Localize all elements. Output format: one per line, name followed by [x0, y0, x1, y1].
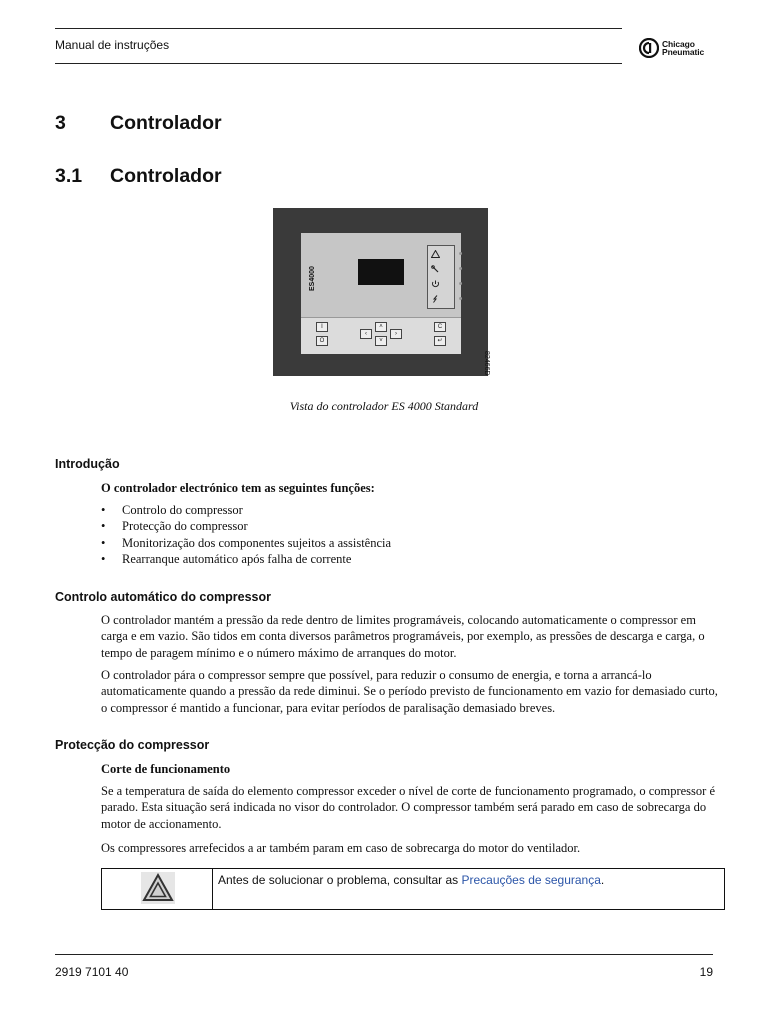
subsection-heading [0, 165, 768, 191]
list-item: • Monitorização dos componentes sujeitos a assistência [101, 535, 391, 551]
figure-code: 82466D [483, 351, 490, 376]
warning-message: Antes de solucionar o problema, consultar as [218, 873, 459, 887]
enter-key: ↵ [434, 336, 446, 346]
subsection-number: 3.1 [55, 165, 83, 187]
stop-key: O [316, 336, 328, 346]
logo-line-2: Pneumatic [662, 47, 705, 57]
protection-paragraph-1: Se a temperatura de saída do elemento compressor exceder o nível de corte de funcionamento programado, o compressor é parado. Esta situação será indicada no visor do controlador. O compressor também será parado em caso de sobrecarga do motor de accionamento. [101, 784, 715, 831]
page-number: 19 [699, 965, 713, 979]
power-led [428, 276, 454, 291]
header-bottom-rule [55, 63, 622, 64]
cancel-key: C [434, 322, 446, 332]
power-icon [431, 280, 440, 288]
warning-suffix: . [600, 873, 605, 887]
intro-heading: Introdução [55, 457, 120, 471]
controller-figure [273, 208, 488, 376]
service-led [428, 261, 454, 276]
auto-control-heading: Controlo automático do compressor [55, 590, 271, 604]
subsection-title: Controlador [110, 165, 222, 187]
voltage-led [428, 291, 454, 306]
figure-caption: Vista do controlador ES 4000 Standard [289, 399, 479, 413]
functions-list [101, 502, 391, 567]
intro-lead: O controlador electrónico tem as seguintes funções: [101, 481, 375, 495]
safety-precautions-link[interactable]: Precauções de segurança [461, 873, 601, 887]
header-top-rule [55, 28, 622, 29]
controller-brand: ES4000 [309, 266, 316, 291]
section-number: 3 [55, 112, 66, 134]
arrow-down-key: ˅ [375, 336, 387, 346]
section-heading [0, 112, 768, 138]
status-led-column [427, 245, 455, 309]
wrench-icon [431, 265, 440, 273]
auto-control-paragraph-2: O controlador pára o compressor sempre que possível, para reduzir o consumo de energia, e torna a arrancá-lo automaticamente quando a pressão da rede diminui. Se o período previsto de funcionamento em vazio for demasiado curto, o compressor é mantido a funcionar, para evitar períodos de paralisação demasiado breves. [101, 668, 718, 715]
warning-led [428, 246, 454, 261]
protection-heading: Protecção do compressor [55, 738, 210, 752]
protection-paragraph-2: Os compressores arrefecidos a ar também param em caso de sobrecarga do motor do ventilador. [101, 841, 581, 855]
shutdown-subheading: Corte de funcionamento [101, 762, 231, 776]
list-item: • Protecção do compressor [101, 518, 391, 534]
header-title: Manual de instruções [55, 38, 170, 52]
arrow-left-key: ‹ [360, 329, 372, 339]
controller-display [358, 259, 404, 285]
logo-line-1: Chicago [662, 38, 695, 49]
warning-triangle-icon [141, 872, 175, 904]
arrow-up-key: ˄ [375, 322, 387, 332]
arrow-right-key: › [390, 329, 402, 339]
chicago-pneumatic-logo [639, 37, 719, 59]
lightning-icon [431, 295, 440, 303]
warning-triangle-icon [431, 250, 440, 258]
warning-text [218, 873, 604, 887]
controller-keypad [301, 317, 461, 354]
list-item: • Controlo do compressor [101, 502, 391, 518]
section-title: Controlador [110, 112, 222, 134]
start-key: I [316, 322, 328, 332]
auto-control-paragraph-1: O controlador mantém a pressão da rede dentro de limites programáveis, colocando automaticamente o compressor em carga e em vazio. São tidos em conta diversos parâmetros programáveis, por exemplo, as pressões de descarga e carga, o tempo de paragem mínimo e o número máximo de arranques do motor. [101, 613, 705, 660]
footer-rule [55, 954, 713, 955]
cp-logo-icon [639, 38, 659, 58]
controller-panel [301, 233, 461, 317]
document-number: 2919 7101 40 [55, 965, 129, 979]
list-item: • Rearranque automático após falha de corrente [101, 551, 391, 567]
warning-box [101, 868, 725, 910]
warning-icon-cell [102, 869, 213, 909]
